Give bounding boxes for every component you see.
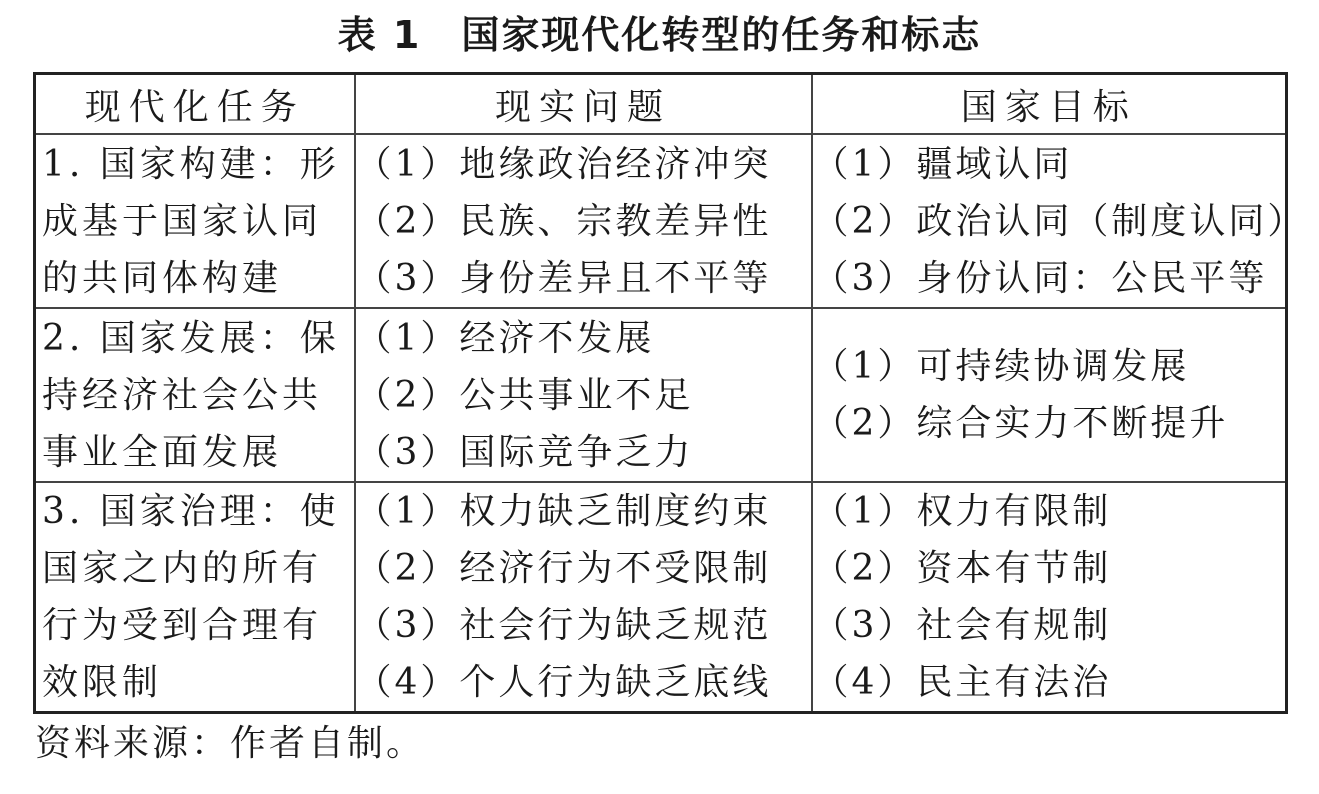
problem-item: （2）公共事业不足 (355, 374, 694, 416)
task-line: 国家之内的所有 (42, 548, 323, 589)
problem-item: （1）权力缺乏制度约束 (355, 491, 772, 532)
task-cell (35, 482, 355, 713)
table-title-text: 国家现代化转型的任务和标志 (461, 13, 982, 57)
task-line: 成基于国家认同 (42, 200, 323, 242)
goal-item: （3）身份认同：公民平等 (812, 257, 1268, 299)
header-goals: 国家目标 (812, 74, 1287, 135)
task-cell (35, 308, 355, 482)
task-line: 3. 国家治理：使 (42, 491, 340, 532)
goal-item: （2）政治认同（制度认同） (812, 200, 1307, 242)
task-line: 2. 国家发展：保 (42, 317, 340, 359)
goal-item: （4）民主有法治 (812, 662, 1112, 703)
task-line: 的共同体构建 (42, 257, 283, 299)
goal-item: （2）资本有节制 (812, 548, 1112, 589)
header-problems: 现实问题 (355, 74, 812, 135)
goal-item: （1）可持续协调发展 (812, 346, 1190, 387)
table-number: 表 1 (337, 13, 422, 57)
table-title (0, 6, 1319, 64)
problem-item: （3）国际竞争乏力 (355, 431, 694, 473)
goal-item: （1）权力有限制 (812, 491, 1112, 532)
goal-item: （1）疆域认同 (812, 143, 1073, 185)
table-row (35, 134, 1287, 308)
problem-item: （2）民族、宗教差异性 (355, 200, 772, 242)
source-note: 资料来源：作者自制。 (35, 723, 426, 764)
task-cell (35, 134, 355, 308)
table-row (35, 308, 1287, 482)
task-line: 行为受到合理有 (42, 605, 323, 646)
problem-item: （1）经济不发展 (355, 317, 655, 359)
task-line: 持经济社会公共 (42, 374, 323, 416)
goals-cell (812, 482, 1287, 713)
modernization-table (33, 72, 1307, 714)
task-line: 效限制 (42, 662, 163, 703)
goal-item: （3）社会有规制 (812, 605, 1112, 646)
problem-item: （1）地缘政治经济冲突 (355, 143, 772, 185)
task-line: 事业全面发展 (42, 431, 283, 473)
problems-cell (355, 482, 812, 713)
problem-item: （2）经济行为不受限制 (355, 548, 772, 589)
goals-cell (812, 308, 1287, 482)
problem-item: （4）个人行为缺乏底线 (355, 662, 772, 703)
problems-cell (355, 134, 812, 308)
problems-cell (355, 308, 812, 482)
header-row (35, 74, 1287, 135)
goal-item: （2）综合实力不断提升 (812, 403, 1229, 444)
table-row (35, 482, 1287, 713)
problem-item: （3）身份差异且不平等 (355, 257, 772, 299)
problem-item: （3）社会行为缺乏规范 (355, 605, 772, 646)
header-task: 现代化任务 (35, 74, 355, 135)
task-line: 1. 国家构建：形 (42, 143, 340, 185)
goals-cell (812, 134, 1307, 308)
